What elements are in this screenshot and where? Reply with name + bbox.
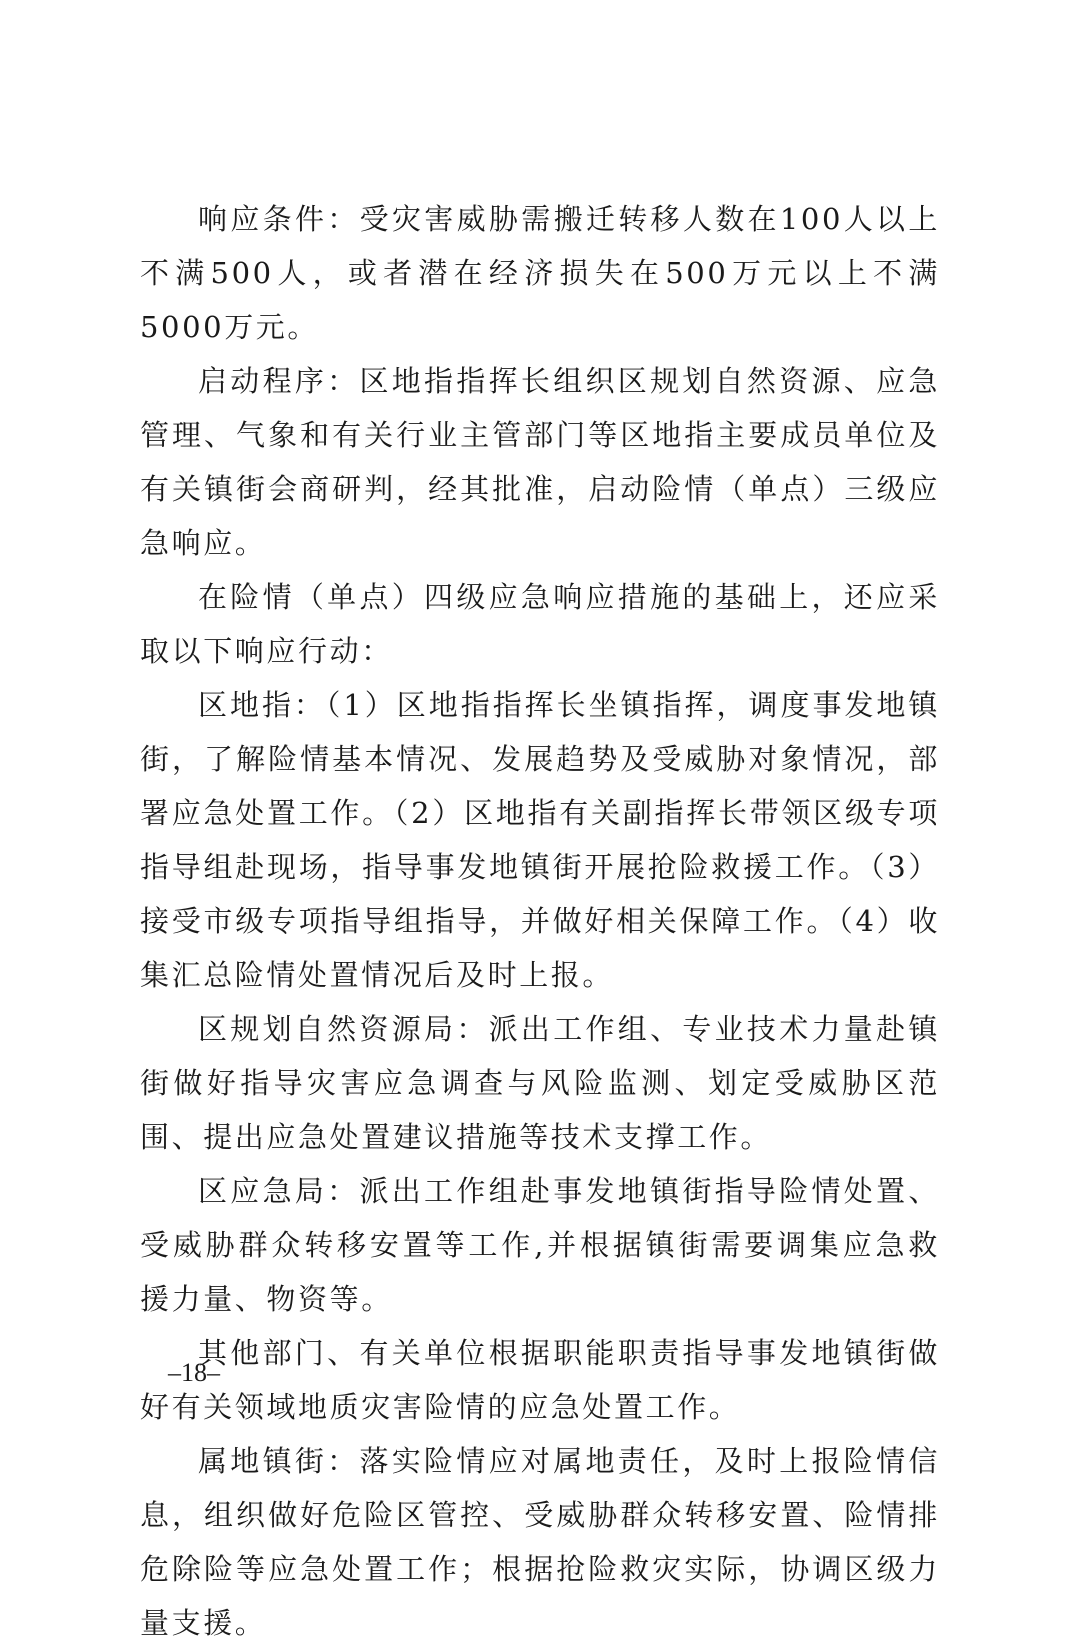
paragraph-response-conditions: 响应条件：受灾害威胁需搬迁转移人数在100人以上不满500人，或者潜在经济损失在500万元以上不满5000万元。: [140, 202, 940, 344]
page-number: –18–: [168, 1358, 220, 1387]
paragraph-other-departments: 其他部门、有关单位根据职能职责指导事发地镇街做好有关领域地质灾害险情的应急处置工作。: [140, 1336, 940, 1424]
paragraph-emergency-bureau: 区应急局：派出工作组赴事发地镇街指导险情处置、受威胁群众转移安置等工作,并根据镇街需要调集应急救援力量、物资等。: [140, 1174, 940, 1316]
paragraph-planning-resources-bureau: 区规划自然资源局：派出工作组、专业技术力量赴镇街做好指导灾害应急调查与风险监测、划定受威胁区范围、提出应急处置建议措施等技术支撑工作。: [140, 1012, 940, 1154]
paragraph-local-towns: 属地镇街：落实险情应对属地责任，及时上报险情信息，组织做好危险区管控、受威胁群众转移安置、险情排危除险等应急处置工作；根据抢险救灾实际，协调区级力量支援。: [140, 1444, 940, 1640]
paragraph-startup-procedure: 启动程序：区地指指挥长组织区规划自然资源、应急管理、气象和有关行业主管部门等区地指主要成员单位及有关镇街会商研判，经其批准，启动险情（单点）三级应急响应。: [140, 364, 940, 560]
paragraph-district-command: 区地指：（1）区地指指挥长坐镇指挥，调度事发地镇街，了解险情基本情况、发展趋势及受威胁对象情况，部署应急处置工作。（2）区地指有关副指挥长带领区级专项指导组赴现场，指导事发地镇街开展抢险救援工作。（3）接受市级专项指导组指导，并做好相关保障工作。（4）收集汇总险情处置情况后及时上报。: [140, 688, 940, 992]
document-body: [140, 192, 940, 1650]
paragraph-response-actions-intro: 在险情（单点）四级应急响应措施的基础上，还应采取以下响应行动：: [140, 580, 940, 668]
